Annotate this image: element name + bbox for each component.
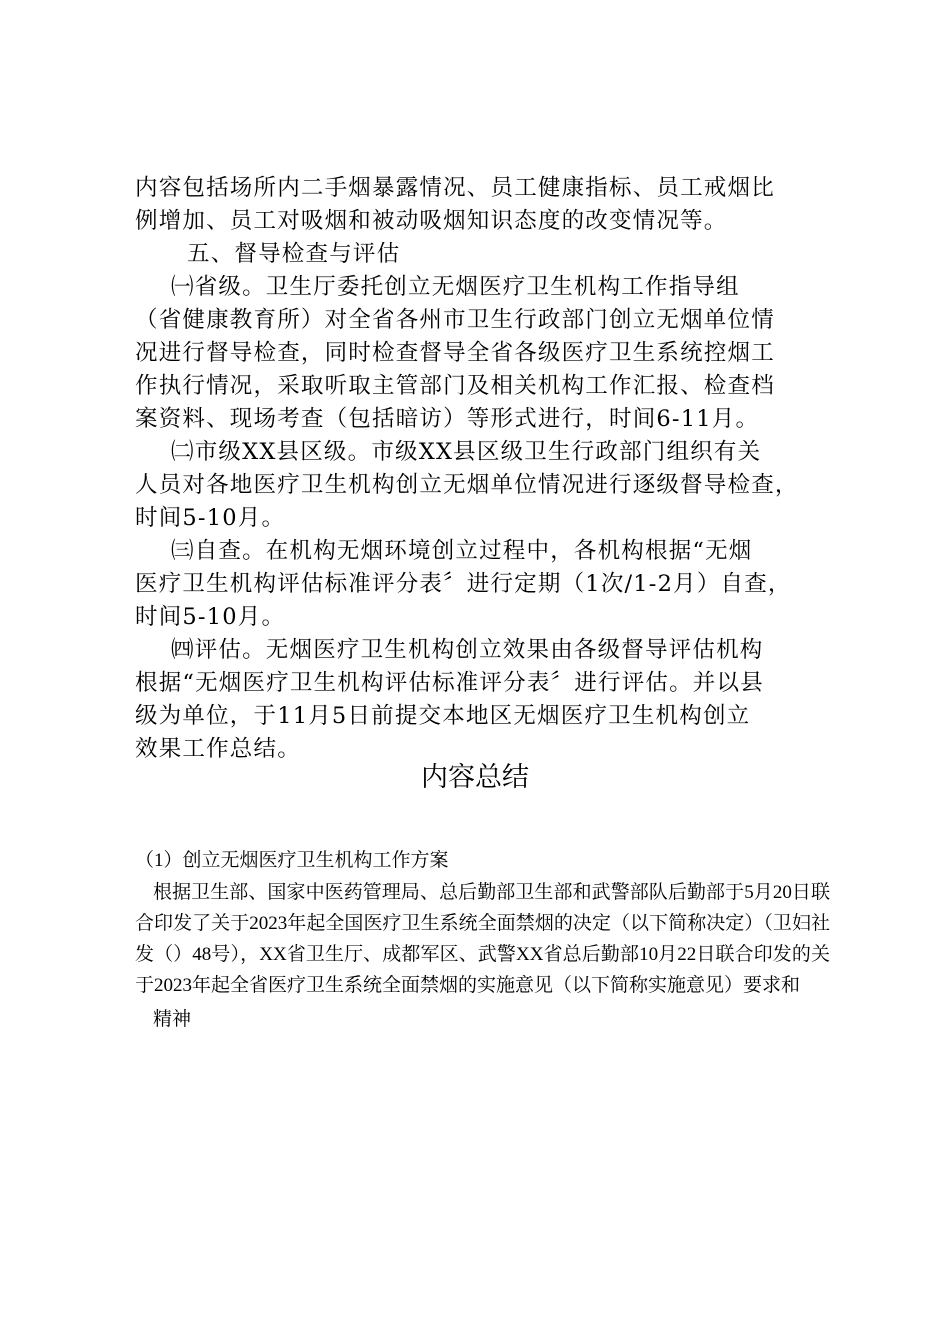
section-heading-supervision: 五、督导检查与评估 [187, 241, 401, 267]
paragraph-city-county-level: ㈡市级XX县区级。市级XX县区级卫生行政部门组织有关 人员对各地医疗卫生机构创立无烟单位情况进行逐级督导检查， 时间5-10月。 [135, 439, 799, 531]
summary-title: 内容总结 [421, 762, 529, 793]
summary-section [135, 845, 830, 1035]
paragraph-self-check: ㈢自查。在机构无烟环境创立过程中，各机构根据“无烟 医疗卫生机构评估标准评分表〞进行定期（1次/1-2月）自查， 时间5-10月。 [135, 538, 792, 630]
paragraph-provincial-level: ㈠省级。卫生厅委托创立无烟医疗卫生机构工作指导组 （省健康教育所）对全省各州市卫生行政部门创立无烟单位情 况进行督导检查，同时检查督导全省各级医疗卫生系统控烟工 作执行情况，采取听取主管部门及相关机构工作汇报、检查档 案资料、现场考查（包括暗访）等形式进行，时间6-11月。 [135, 274, 775, 432]
summary-lead-paragraph: 根据卫生部、国家中医药管理局、总后勤部卫生部和武警部队后勤部于5月20日联合印发了关于2023年起全国医疗卫生系统全面禁烟的决定（以下简称决定）（卫妇社发（）48号），XX省卫生厅、成都军区、武警XX省总后勤部10月22日联合印发的关于2023年起全省医疗卫生系统全面禁烟的实施意见（以下简称实施意见）要求和 [135, 882, 830, 996]
summary-tail-text: 精神 [153, 1009, 192, 1030]
summary-subtitle: （1）创立无烟医疗卫生机构工作方案 [135, 850, 449, 871]
paragraph-evaluation: ㈣评估。无烟医疗卫生机构创立效果由各级督导评估机构 根据“无烟医疗卫生机构评估标准评分表〞进行评估。并以县 级为单位，于11月5日前提交本地区无烟医疗卫生机构创立 效果工作总结。 [135, 637, 764, 762]
paragraph-continuation: 内容包括场所内二手烟暴露情况、员工健康指标、员工戒烟比 例增加、员工对吸烟和被动吸烟知识态度的改变情况等。 [135, 175, 775, 234]
document-body [135, 172, 825, 766]
